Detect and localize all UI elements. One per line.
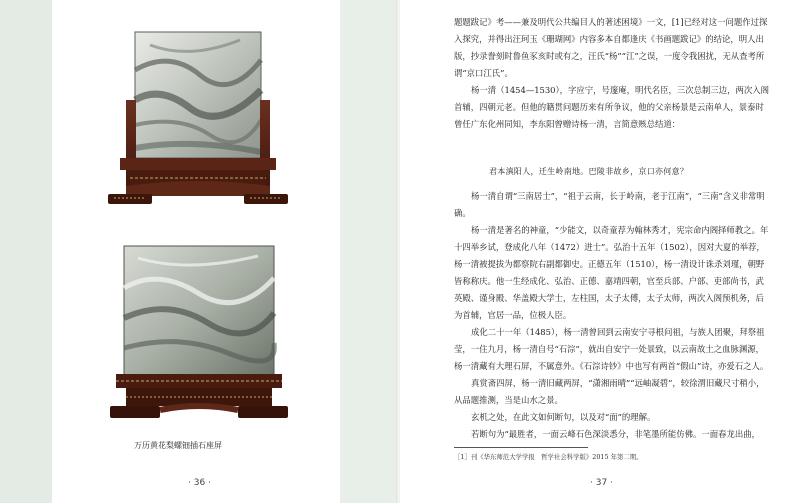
left-page-number: · 36 · xyxy=(188,478,211,488)
body-text-bottom xyxy=(454,188,770,443)
paragraph-3: 杨一清自谓“三南居士”，“祖于云南，长于岭南，老于江南”，“三南”含义非常明确。 xyxy=(454,191,765,218)
quoted-poem: 君本滇阳人，迁生岭南地。巴陵非故乡，京口亦何意？ xyxy=(489,167,689,176)
right-page-number: · 37 · xyxy=(590,478,613,488)
left-page xyxy=(0,0,398,503)
footnote-rule xyxy=(454,447,588,448)
paragraph-8: 若断句为“最胜者，一面云峰石色深淡悉分，非笔墨所能仿佛。一面春龙出曲， xyxy=(471,429,761,439)
paragraph-7: 玄机之处，在此文如何断句，以及对“面”的理解。 xyxy=(471,412,656,422)
paragraph-6: 真赏斋四屏，杨一清旧藏两屏，“潇湘雨晴”“远岫凝碧”，较徐渭旧藏尺寸稍小，从品题推测，当是山水之景。 xyxy=(454,378,765,405)
paragraph-5: 成化二十一年（1485），杨一清曾回到云南安宁寻根问祖，与族人团聚，拜祭祖莹，一住九月，杨一清自号“石淙”，就出自安宁一处景致，以云南故土之血脉渊源，杨一清藏有大理石屏，不属意外。《石淙诗钞》中也写有两首“假山”诗，亦爱石之人。 xyxy=(454,327,769,371)
paragraph-2: 杨一清（1454—1530），字应宁，号邃庵，明代名臣，三次总制三边，两次入阁首辅，四朝元老。但他的籍贯问题历来有所争议，他的父亲杨景是云南单人，景泰时曾任广东化州同知，李东阳曾赠诗杨一清，言简意赅总结道： xyxy=(454,85,770,129)
left-margin-band xyxy=(0,0,52,503)
inner-margin-band xyxy=(340,0,398,503)
paragraph-4: 杨一清是著名的神童，“少能文，以奇童荐为翰林秀才，宪宗命内阁择师教之。年十四举乡试，登成化八年（1472）进士”。弘治十五年（1502），因对大夏的举荐，杨一清被提拔为都察院右副都御史。正德五年（1510），杨一清设计诛杀刘瑾，朝野皆称称庆。他一生经成化、弘治、正德、嘉靖四朝，官至兵部、户部、吏部尚书，武英殿、谨身殿、华盖殿大学士，左柱国，太子太傅，太子太师，两次入阁预机务，后为首辅，官居一品，位极人臣。 xyxy=(454,225,769,320)
top-stone-screen-image xyxy=(100,30,300,220)
bottom-stone-screen-image xyxy=(108,238,290,433)
body-text-top xyxy=(454,14,770,133)
footnote: ［1］刊《华东师范大学学报 哲学社会科学版》2015 年第二期。 xyxy=(454,453,643,461)
paragraph-1: 题题跋记》考——兼及明代公共编目人的著述困境》一文，[1]已经对这一问题作过探入探究，并得出汪珂玉《珊瑚网》内容多本自都逢庆《书画题跋记》的结论，明人出版，抄录誊刻时鲁鱼豕亥时或有之，汪氏“杨”“江”之误，一度令我困扰，无从查考所谓“京口江氏”。 xyxy=(454,17,768,78)
image-caption: 万历黄花梨螺钿插石座屏 xyxy=(134,441,222,450)
